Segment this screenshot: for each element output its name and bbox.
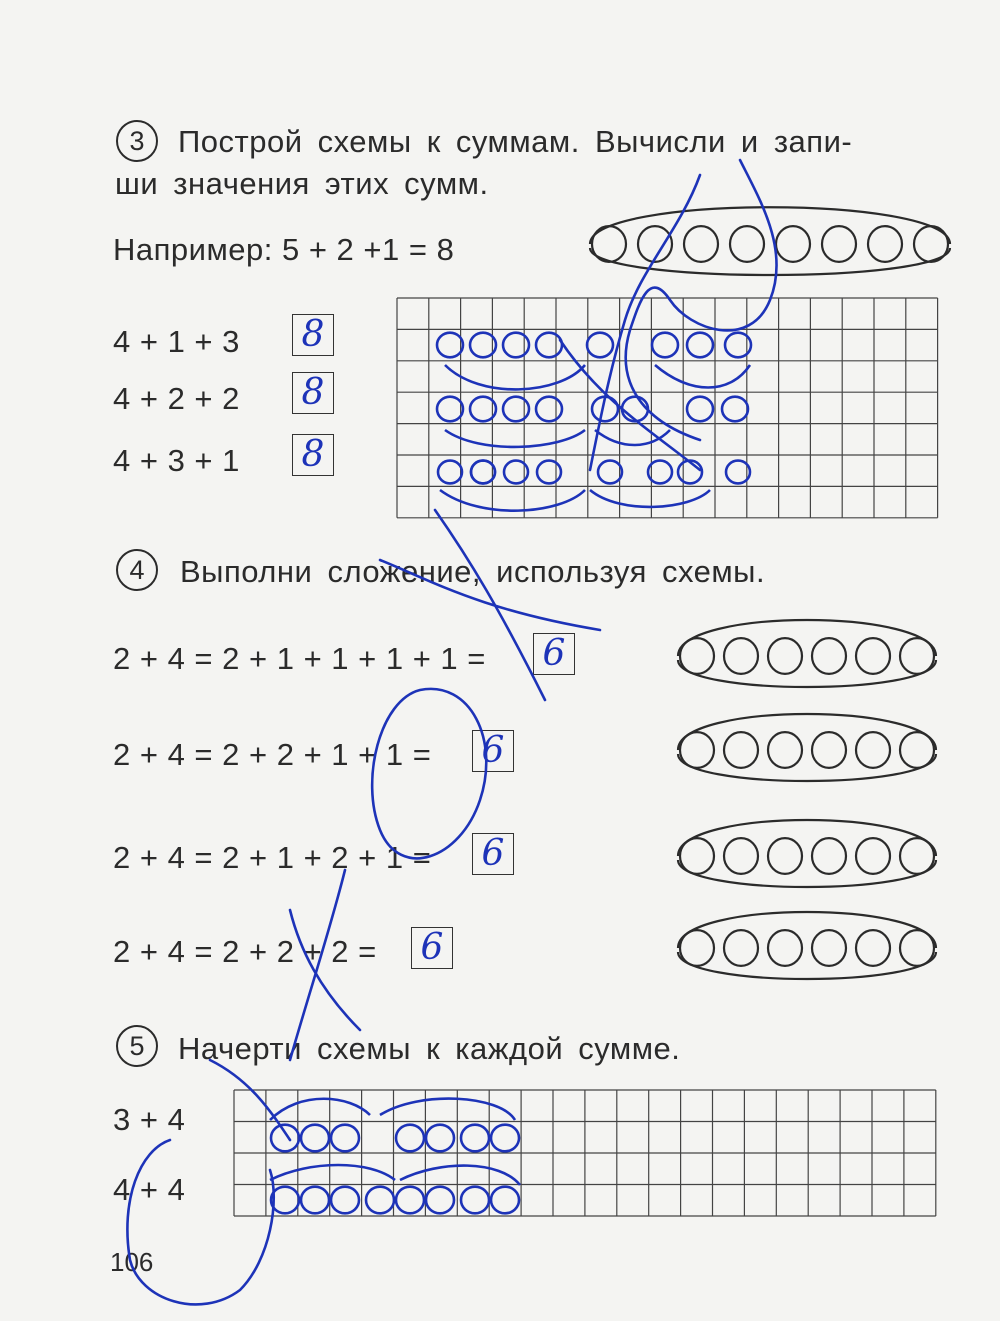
task4-scheme-1-bottom-arc xyxy=(678,660,936,687)
task3-expr-3: 4 + 3 + 1 xyxy=(113,443,240,478)
task3-row2-circle xyxy=(437,397,463,422)
task4-expr-2: 2 + 4 = 2 + 2 + 1 + 1 = xyxy=(113,737,432,772)
task5-row1-circle xyxy=(426,1125,454,1152)
task4-scheme-3-bottom-arc xyxy=(678,860,936,887)
task4-scheme-1-circle xyxy=(724,638,758,674)
task5-row1-circle xyxy=(331,1125,359,1152)
task4-title: Выполни сложение, используя схемы. xyxy=(180,554,766,589)
task4-scheme-2-circle xyxy=(724,732,758,768)
task4-scheme-1-circle xyxy=(812,638,846,674)
example-scheme-bottom-arc xyxy=(590,248,950,275)
task4-answer-box-4[interactable]: 6 xyxy=(411,927,453,969)
task3-row1-circle xyxy=(437,333,463,358)
example-scheme-circle xyxy=(822,226,856,262)
task3-expr-2: 4 + 2 + 2 xyxy=(113,381,240,416)
task3-row3-circle xyxy=(537,461,561,484)
task5-row2-circle xyxy=(366,1187,394,1214)
task3-example: Например: 5 + 2 +1 = 8 xyxy=(113,232,455,267)
task4-scheme-3-circle xyxy=(812,838,846,874)
task3-row1-arc xyxy=(445,365,585,389)
task3-row3-arc xyxy=(440,490,585,511)
task4-scheme-4-circle xyxy=(812,930,846,966)
example-scheme-circle xyxy=(776,226,810,262)
task3-row2-circle xyxy=(687,397,713,422)
task4-number: 4 xyxy=(116,549,158,591)
task3-row2-circle xyxy=(722,397,748,422)
task4-scheme-2-circle xyxy=(856,732,890,768)
task3-expr-1: 4 + 1 + 3 xyxy=(113,324,240,359)
task5-row2-circle xyxy=(271,1187,299,1214)
task5-number: 5 xyxy=(116,1025,158,1067)
task3-row3-circle xyxy=(438,461,462,484)
task3-answer-box-3[interactable]: 8 xyxy=(292,434,334,476)
task4-scheme-4-top-arc xyxy=(678,912,936,948)
task3-row1-circle xyxy=(536,333,562,358)
task5-row2-circle xyxy=(461,1187,489,1214)
task3-row3-arc xyxy=(590,490,710,507)
task3-row3-circle xyxy=(471,461,495,484)
task5-row1-arc xyxy=(270,1099,370,1120)
task5-row2-circle xyxy=(301,1187,329,1214)
task3-row3-circle xyxy=(598,461,622,484)
task4-answer-box-1[interactable]: 6 xyxy=(533,633,575,675)
task3-row2-arc xyxy=(445,430,585,447)
task4-expr-4: 2 + 4 = 2 + 2 + 2 = xyxy=(113,934,377,969)
task4-scheme-1-circle xyxy=(768,638,802,674)
task4-expr-1: 2 + 4 = 2 + 1 + 1 + 1 + 1 = xyxy=(113,641,486,676)
example-scheme-circle xyxy=(730,226,764,262)
task3-row1-circle xyxy=(503,333,529,358)
task4-scheme-2-top-arc xyxy=(678,714,936,750)
page-number: 106 xyxy=(110,1247,154,1277)
task3-row1-arc xyxy=(655,365,750,388)
task5-row1-circle xyxy=(491,1125,519,1152)
task3-row3-circle xyxy=(678,461,702,484)
task4-scheme-2-circle xyxy=(768,732,802,768)
task4-scheme-4-bottom-arc xyxy=(678,952,936,979)
task3-answer-box-2[interactable]: 8 xyxy=(292,372,334,414)
task5-grid xyxy=(234,1090,936,1216)
task4-scheme-3-circle xyxy=(856,838,890,874)
task4-scheme-3-circle xyxy=(724,838,758,874)
task4-scheme-1-top-arc xyxy=(678,620,936,656)
task3-row2-circle xyxy=(503,397,529,422)
task5-row2-circle xyxy=(331,1187,359,1214)
task3-number: 3 xyxy=(116,120,158,162)
task3-row2-circle xyxy=(622,397,648,422)
task5-row1-circle xyxy=(396,1125,424,1152)
task4-expr-3: 2 + 4 = 2 + 1 + 2 + 1 = xyxy=(113,840,432,875)
task4-scheme-2-circle xyxy=(812,732,846,768)
task5-row1-arc xyxy=(380,1099,515,1120)
task3-grid xyxy=(397,298,938,518)
task5-row1-circle xyxy=(301,1125,329,1152)
example-scheme xyxy=(590,207,950,275)
task4-scheme-4-circle xyxy=(856,930,890,966)
example-scheme-circle xyxy=(868,226,902,262)
task3-row1-circle xyxy=(652,333,678,358)
example-scheme-circle xyxy=(684,226,718,262)
task3-handwritten-schemes xyxy=(437,333,751,511)
task5-handwritten-schemes xyxy=(270,1099,520,1214)
task5-row2-circle xyxy=(396,1187,424,1214)
task4-scheme-3-circle xyxy=(768,838,802,874)
task4-answer-box-3[interactable]: 6 xyxy=(472,833,514,875)
task5-expr-2: 4 + 4 xyxy=(113,1172,186,1207)
task3-answer-box-1[interactable]: 8 xyxy=(292,314,334,356)
task4-scheme-2-bottom-arc xyxy=(678,754,936,781)
task5-row2-arc xyxy=(270,1165,395,1180)
task3-title-line1: Построй схемы к суммам. Вычисли и запи- xyxy=(178,124,853,159)
task5-row1-circle xyxy=(461,1125,489,1152)
task5-row2-circle xyxy=(426,1187,454,1214)
task5-row1-circle xyxy=(271,1125,299,1152)
task3-row2-circle xyxy=(536,397,562,422)
task3-row1-circle xyxy=(587,333,613,358)
task4-scheme-4-circle xyxy=(724,930,758,966)
task4-schemes xyxy=(678,620,936,979)
task4-scheme-3-top-arc xyxy=(678,820,936,856)
task3-title-line2: ши значения этих сумм. xyxy=(115,166,489,201)
task3-row1-circle xyxy=(687,333,713,358)
task4-answer-box-2[interactable]: 6 xyxy=(472,730,514,772)
task5-row2-circle xyxy=(491,1187,519,1214)
task5-expr-1: 3 + 4 xyxy=(113,1102,186,1137)
task5-row2-arc xyxy=(400,1166,520,1185)
task5-title: Начерти схемы к каждой сумме. xyxy=(178,1031,681,1066)
task4-scheme-4-circle xyxy=(768,930,802,966)
task4-scheme-1-circle xyxy=(856,638,890,674)
